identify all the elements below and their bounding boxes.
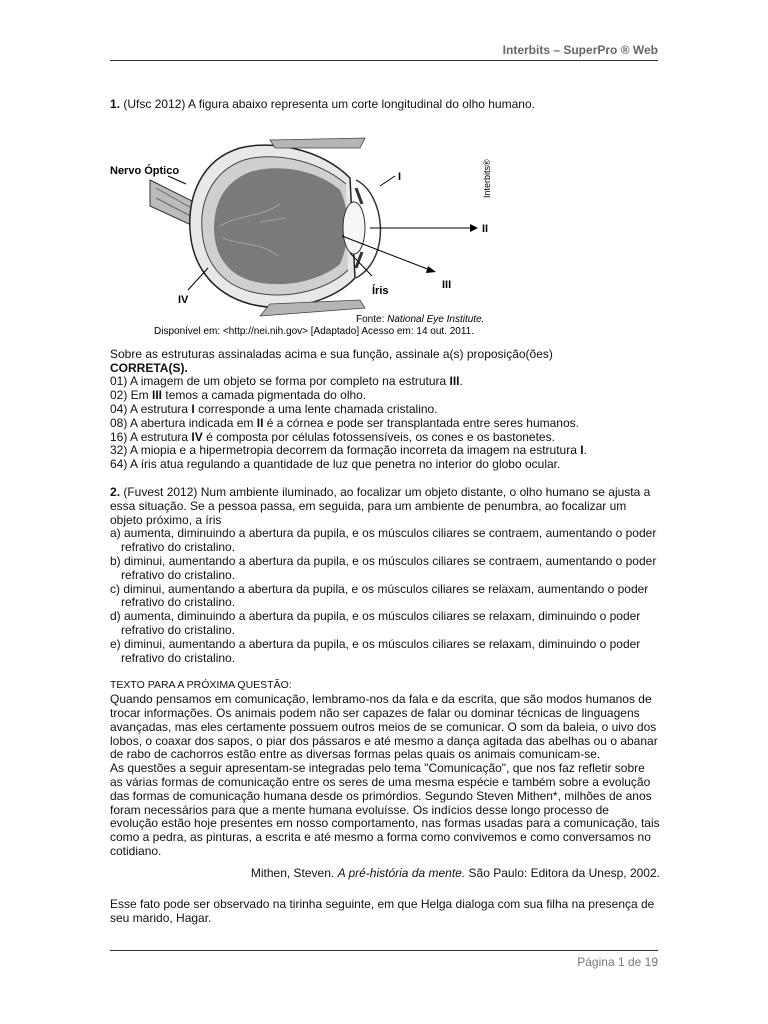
eye-diagram [110,118,510,340]
question-1-option: 04) A estrutura I corresponde a uma lente chamada cristalino. [110,401,438,416]
texto-citation: Mithen, Steven. A pré-história da mente. São Paulo: Editora da Unesp, 2002. [250,865,660,880]
texto-heading: TEXTO PARA A PRÓXIMA QUESTÃO: [110,679,292,692]
texto-paragraph-1: Quando pensamos em comunicação, lembramo-nos da fala e da escrita, que são modos humanos de trocar informações. Os animais podem não ser capazes de falar ou dominar técnicas de linguagens avançadas, mas eles certamente possuem outros meios de se comunicar. O som da baleia, o uivo dos lobos, o coaxar dos sapos, o piar dos pássaros e até mesmo a dança agitada das abelhas ou o abanar de rabo de cachorros estão entre as diversas formas pelas quais os animais comunicam-se. [110,692,658,762]
question-1-option: 64) A íris atua regulando a quantidade de luz que penetra no interior do globo ocular. [110,457,561,472]
figure-source-name: National Eye Institute. [387,313,485,325]
question-1-option: 32) A miopia e a hipermetropia decorrem da formação incorreta da imagem na estrutura I. [110,443,587,458]
watermark-interbits: Interbits® [482,159,492,198]
texto-paragraph-2: As questões a seguir apresentam-se integradas pelo tema "Comunicação", que nos faz refletir sobre as várias formas de comunicação entre os seres de uma mesma espécie e também sobre a evolução das formas de comunicação humana desde os primórdios. Segundo Steven Mithen*, milhões de anos foram necessários para que a mente humana evoluísse. Os indícios desse longo processo de evolução estão hoje presentes em nosso comportamento, nas formas usadas para a comunicação, tais como a pedra, as pinturas, a escrita e até mesmo a forma como convivemos e como conversamos no cotidiano. [110,761,660,858]
page-number: Página 1 de 19 [577,955,658,969]
vitreous-body [214,168,348,284]
question-2-text: (Fuvest 2012) Num ambiente iluminado, ao focalizar um objeto distante, o olho humano se ajusta a essa situação. Se a pessoa passa, em seguida, para um ambiente de penumbra, ao focalizar um objeto próximo, a íris [110,484,651,527]
document-body [110,98,660,926]
question-1-prompt-bold: CORRETA(S). [110,360,188,375]
figure-available: Disponível em: <http://nei.nih.gov> [Adaptado] Acesso em: 14 out. 2011. [154,325,475,337]
question-2-option: e) diminui, aumentando a abertura da pupila, e os músculos ciliares se relaxam, diminuindo o poder refrativo do cristalino. [110,636,641,665]
question-2-option: d) aumenta, diminuindo a abertura da pupila, e os músculos ciliares se relaxam, diminuindo o poder refrativo do cristalino. [110,609,641,637]
question-1-text: (Ufsc 2012) A figura abaixo representa um corte longitudinal do olho humano. [123,97,535,111]
header-title: Interbits – SuperPro ® Web [502,43,658,57]
question-1-option: 08) A abertura indicada em II é a córnea e pode ser transplantada entre seres humanos. [110,415,579,430]
eye-figure [110,118,510,340]
question-2-option: b) diminui, aumentando a abertura da pupila, e os músculos ciliares se contraem, aumentando o poder refrativo do cristalino. [110,553,657,582]
label-iris: Íris [372,284,389,297]
label-II: II [482,222,489,235]
figure-source [356,314,484,325]
page-header [110,40,658,61]
label-III: III [442,278,452,291]
label-I: I [398,170,402,183]
page-footer [110,950,658,969]
question-2-number: 2 [110,484,117,499]
lens-shape [343,202,365,254]
question-2-intro: 2. (Fuvest 2012) Num ambiente iluminado, ao focalizar um objeto distante, o olho humano se ajusta a essa situação. Se a pessoa passa, em seguida, para um ambiente de penumbra, ao focalizar um objeto próximo, a íris [110,484,651,527]
question-1-prompt: Sobre as estruturas assinaladas acima e sua função, assinale a(s) proposição(ões) [110,346,553,361]
question-2-option: c) diminui, aumentando a abertura da pupila, e os músculos ciliares se relaxam, aumentando o poder refrativo do cristalino. [110,581,649,610]
question-1-option: 16) A estrutura IV é composta por células fotossensíveis, os cones e os bastonetes. [110,429,555,444]
question-1-intro: 1. (Ufsc 2012) A figura abaixo representa um corte longitudinal do olho humano. [110,97,535,111]
figure-source-prefix: Fonte: [356,313,388,325]
question-1-number: 1 [110,97,117,111]
question-1-option: 01) A imagem de um objeto se forma por completo na estrutura III. [110,374,463,389]
question-1-option: 02) Em III temos a camada pigmentada do olho. [110,388,367,403]
question-2-options [110,527,660,665]
label-IV: IV [178,293,189,306]
label-optic-nerve: Nervo Óptico [110,164,180,177]
question-1-options [110,375,660,472]
question-2-option: a) aumenta, diminuindo a abertura da pupila, e os músculos ciliares se contraem, aumentando o poder refrativo do cristalino. [110,526,657,555]
texto-paragraph-3: Esse fato pode ser observado na tirinha seguinte, em que Helga dialoga com sua filha na presença de seu marido, Hagar. [110,897,655,926]
